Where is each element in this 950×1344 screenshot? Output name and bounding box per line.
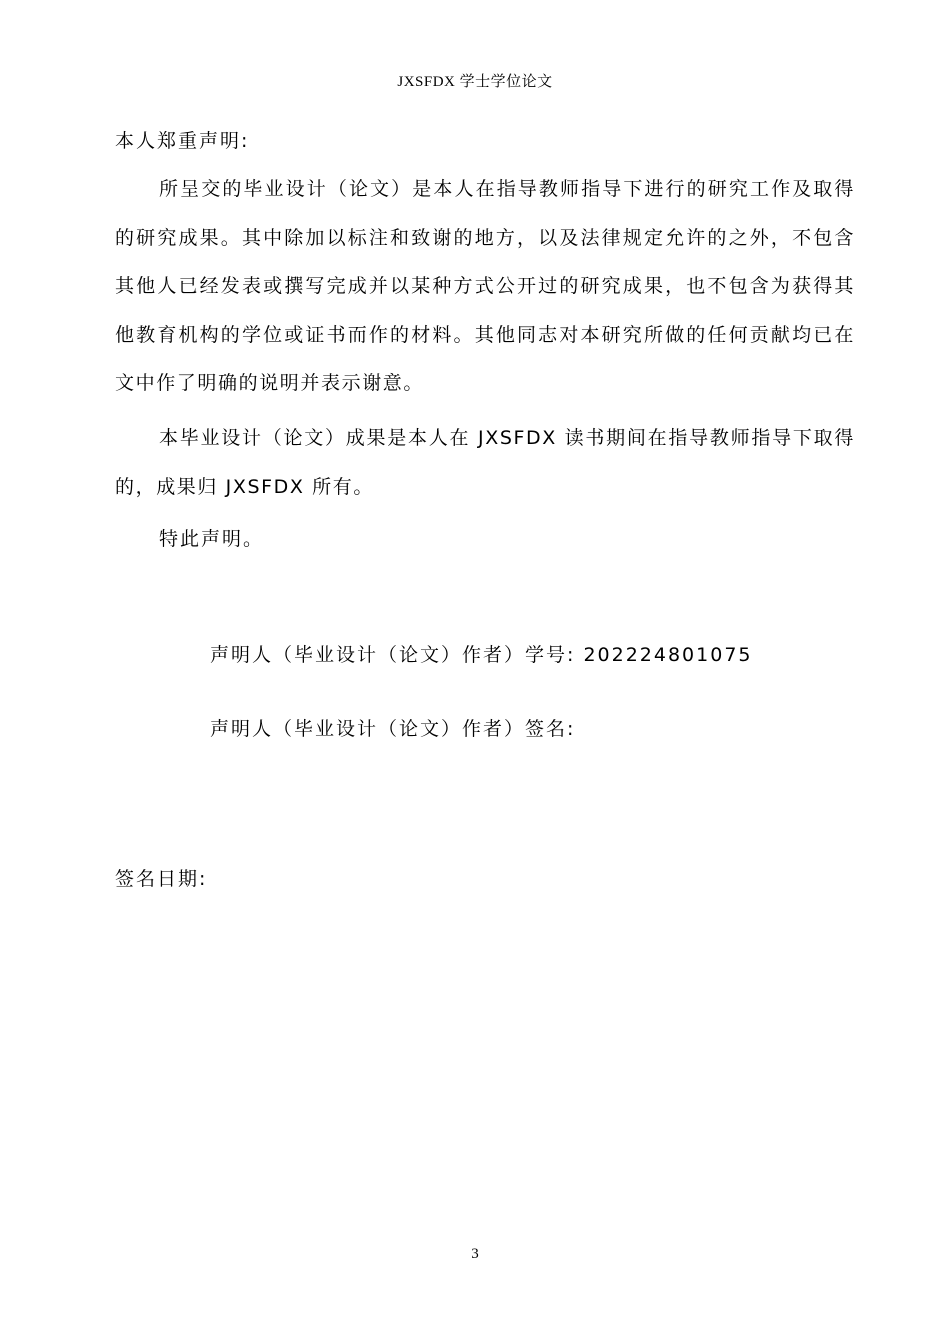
page-header: JXSFDX 学士学位论文 (397, 74, 553, 90)
page-number: 3 (471, 1246, 479, 1262)
declaration-heading: 本人郑重声明: (115, 130, 250, 152)
signature-line: 声明人（毕业设计（论文）作者）签名: (210, 718, 576, 740)
student-id-line: 声明人（毕业设计（论文）作者）学号: 202224801075 (210, 644, 753, 666)
signature-date-line: 签名日期: (115, 868, 208, 890)
declaration-closing: 特此声明。 (159, 528, 265, 550)
declaration-paragraph-2: 本毕业设计（论文）成果是本人在 JXSFDX 读书期间在指导教师指导下取得的，成果归 JXSFDX 所有。 (115, 427, 855, 498)
declaration-paragraph-1: 所呈交的毕业设计（论文）是本人在指导教师指导下进行的研究工作及取得的研究成果。其中除加以标注和致谢的地方，以及法律规定允许的之外，不包含其他人已经发表或撰写完成并以某种方式公开过的研究成果，也不包含为获得其他教育机构的学位或证书而作的材料。其他同志对本研究所做的任何贡献均已在文中作了明确的说明并表示谢意。 (115, 178, 855, 394)
